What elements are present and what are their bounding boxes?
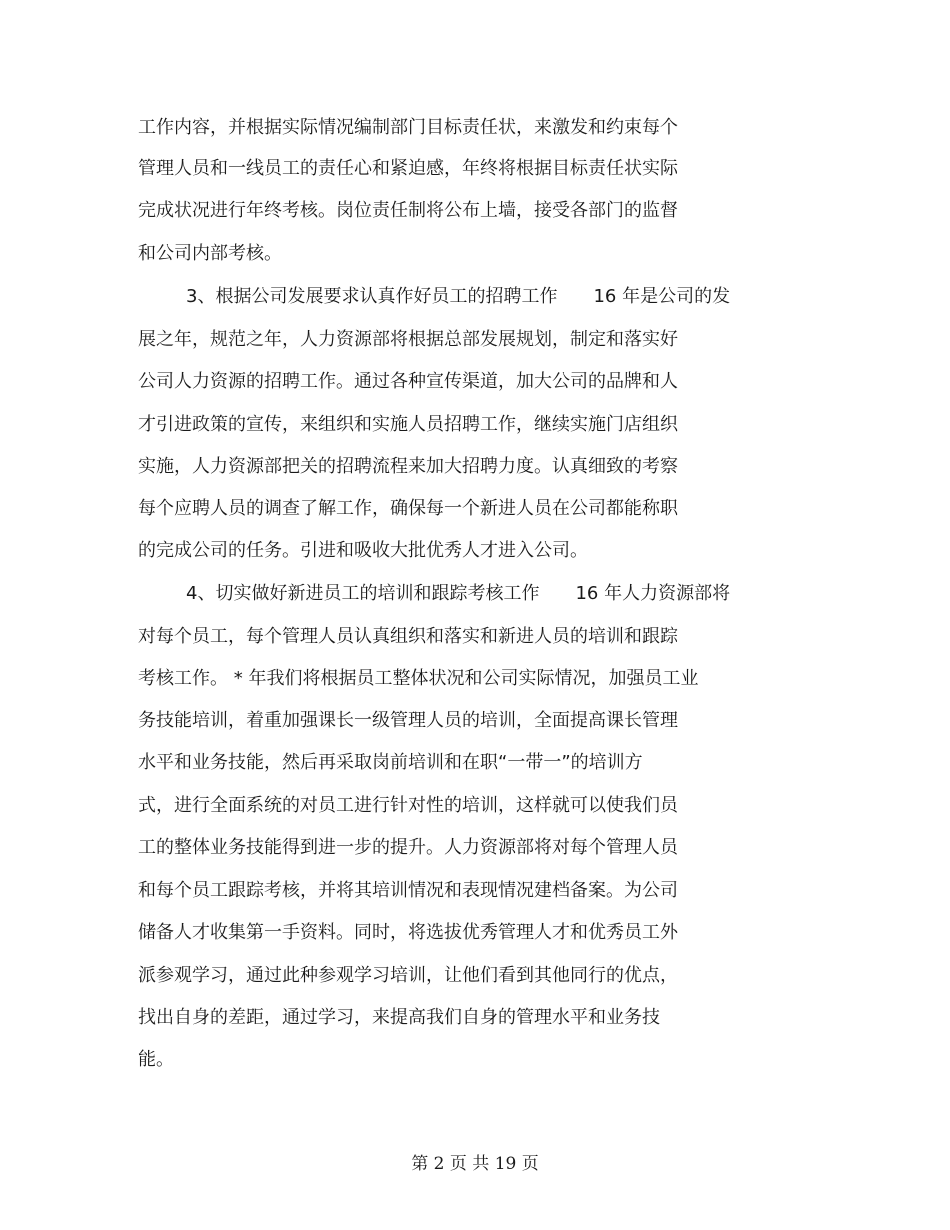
paragraph-heading-3: 3、根据公司发展要求认真作好员工的招聘工作 16 年是公司的发	[186, 286, 731, 307]
text-line: 储备人才收集第一手资料。同时，将选拔优秀管理人才和优秀员工外	[138, 922, 678, 943]
text-line: 考核工作。 * 年我们将根据员工整体状况和公司实际情况，加强员工业	[138, 668, 699, 689]
text-line: 和公司内部考核。	[138, 243, 282, 264]
text-line: 每个应聘人员的调查了解工作，确保每一个新进人员在公司都能称职	[138, 498, 678, 519]
text-line: 管理人员和一线员工的责任心和紧迫感，年终将根据目标责任状实际	[138, 158, 678, 179]
text-line: 的完成公司的任务。引进和吸收大批优秀人才进入公司。	[138, 540, 588, 561]
text-line: 和每个员工跟踪考核，并将其培训情况和表现情况建档备案。为公司	[138, 880, 678, 901]
text-line: 派参观学习，通过此种参观学习培训，让他们看到其他同行的优点，	[138, 965, 678, 986]
text-line: 才引进政策的宣传，来组织和实施人员招聘工作，继续实施门店组织	[138, 414, 678, 435]
text-line: 对每个员工，每个管理人员认真组织和落实和新进人员的培训和跟踪	[138, 626, 678, 647]
text-line: 找出自身的差距，通过学习，来提高我们自身的管理水平和业务技	[138, 1007, 660, 1028]
text-line: 工的整体业务技能得到进一步的提升。人力资源部将对每个管理人员	[138, 837, 678, 858]
paragraph-heading-4: 4、切实做好新进员工的培训和跟踪考核工作 16 年人力资源部将	[186, 583, 731, 604]
text-line: 展之年，规范之年，人力资源部将根据总部发展规划，制定和落实好	[138, 329, 678, 350]
text-line: 能。	[138, 1049, 174, 1070]
text-line: 实施，人力资源部把关的招聘流程来加大招聘力度。认真细致的考察	[138, 456, 678, 477]
text-line: 务技能培训，着重加强课长一级管理人员的培训，全面提高课长管理	[138, 710, 678, 731]
text-line: 水平和业务技能，然后再采取岗前培训和在职“一带一”的培训方	[138, 752, 643, 773]
text-line: 完成状况进行年终考核。岗位责任制将公布上墙，接受各部门的监督	[138, 200, 678, 221]
text-line: 式，进行全面系统的对员工进行针对性的培训，这样就可以使我们员	[138, 795, 678, 816]
page-number-footer: 第 2 页 共 19 页	[411, 1154, 539, 1174]
text-line: 公司人力资源的招聘工作。通过各种宣传渠道，加大公司的品牌和人	[138, 371, 678, 392]
text-line: 工作内容，并根据实际情况编制部门目标责任状，来激发和约束每个	[138, 117, 678, 138]
